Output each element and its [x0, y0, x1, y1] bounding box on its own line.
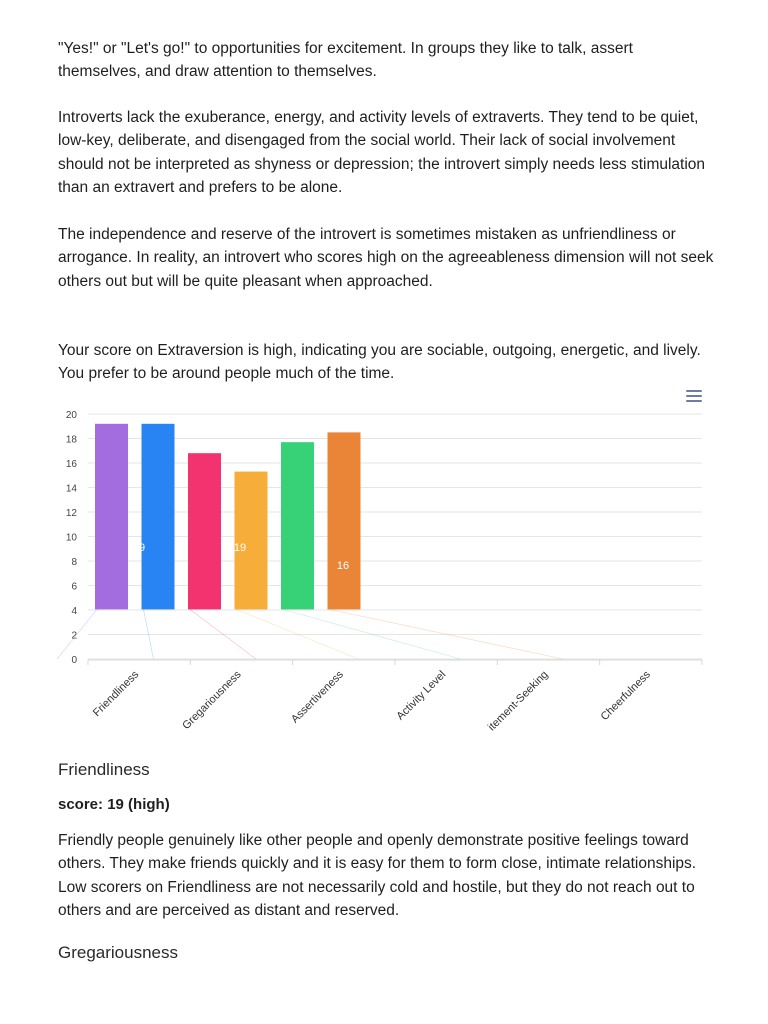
bar-cheerfulness[interactable]	[328, 432, 361, 609]
y-tick-label: 2	[71, 630, 77, 642]
y-tick-label: 18	[65, 434, 77, 446]
y-tick-label: 0	[71, 655, 77, 666]
x-category-label: Friendliness	[90, 668, 142, 720]
bar-friendliness[interactable]	[95, 424, 128, 610]
bar-data-label: 19	[233, 542, 247, 554]
y-tick-label: 10	[65, 532, 77, 544]
introvert-independence-paragraph: The independence and reserve of the introvert is sometimes mistaken as unfriendliness or arrogance. In reality, an introvert who scores high on the agreeableness dimension will not seek others out but will be quite pleasant when approached.	[58, 226, 714, 290]
bar-data-label: 9	[138, 542, 146, 554]
introverts-paragraph: Introverts lack the exuberance, energy, and activity levels of extraverts. They tend to be quiet, low-key, deliberate, and disengaged from the social world. Their lack of social involvement should not be interpreted as shyness or depression; the introvert simply needs less stimulation than an extravert and prefers to be alone.	[58, 109, 706, 196]
bar-data-label: 16	[336, 560, 350, 572]
section-title-gregariousness: Gregariousness	[58, 943, 179, 962]
friendliness-description: Friendly people genuinely like other people and openly demonstrate positive feelings toward others. They make friends quickly and it is easy for them to form close, intimate relationships. Low scorers on Friendliness are not necessarily cold and hostile, but they do not reach out to others and are perceived as distant and reserved.	[58, 832, 697, 919]
x-category-label: itement-Seeking	[485, 668, 551, 734]
section-title-friendliness: Friendliness	[58, 760, 150, 779]
chart-gridlines	[88, 414, 702, 659]
y-axis	[66, 410, 78, 666]
bar-assertiveness[interactable]	[188, 453, 221, 609]
y-tick-label: 14	[65, 483, 77, 495]
friendliness-score-label: score: 19 (high)	[58, 796, 170, 813]
y-tick-label: 12	[65, 508, 77, 519]
facet-bar-chart	[0, 400, 768, 740]
bar-gregariousness[interactable]	[142, 424, 175, 610]
y-tick-label: 16	[65, 459, 77, 470]
x-category-label: Gregariousness	[180, 668, 244, 733]
x-axis	[88, 660, 702, 733]
extraversion-paragraph-1: "Yes!" or "Let's go!" to opportunities for excitement. In groups they like to talk, assert themselves, and draw attention to themselves.	[58, 40, 633, 81]
chart-bars	[95, 424, 361, 610]
extraversion-score-paragraph: Your score on Extraversion is high, indicating you are sociable, outgoing, energetic, and lively. You prefer to be around people much of the time.	[58, 342, 701, 383]
friendliness-score	[58, 796, 170, 813]
x-category-label: Activity Level	[394, 668, 449, 723]
x-category-label: Assertiveness	[289, 668, 346, 726]
y-tick-label: 4	[71, 606, 77, 617]
bar-activity-level[interactable]	[235, 472, 268, 610]
x-category-label: Cheerfulness	[598, 668, 653, 723]
bar-excitement-seeking[interactable]	[281, 442, 314, 609]
y-tick-label: 6	[71, 581, 77, 593]
y-tick-label: 20	[65, 410, 77, 421]
y-tick-label: 8	[71, 557, 77, 568]
